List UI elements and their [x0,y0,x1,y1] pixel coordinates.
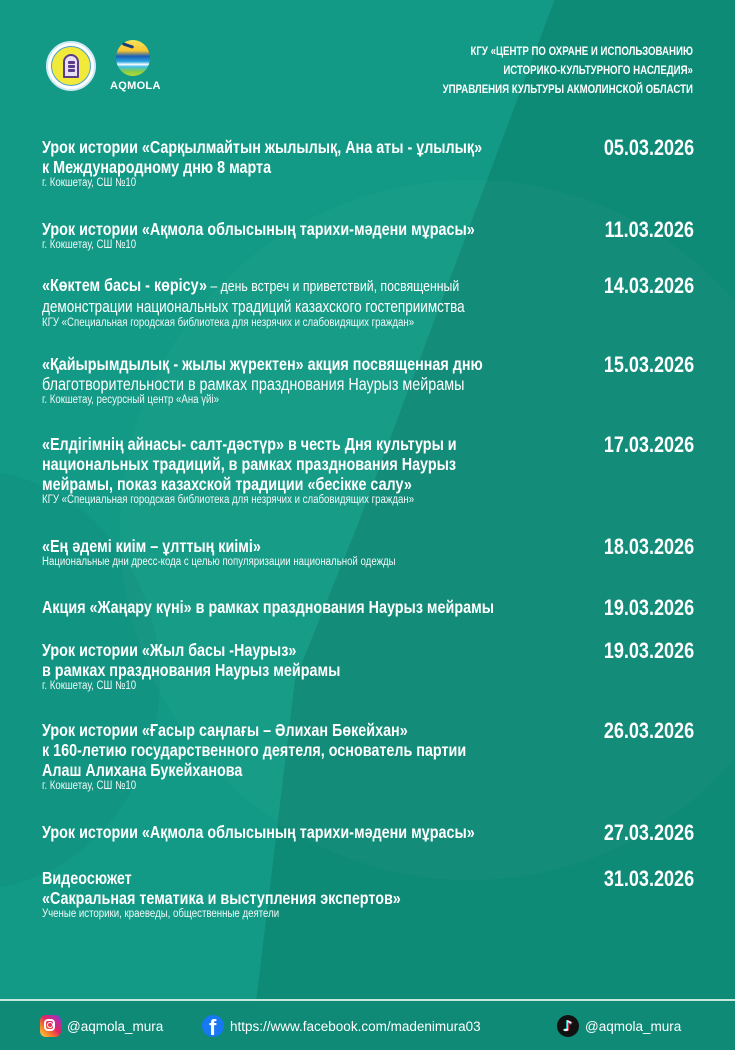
event-location: КГУ «Специальная городская библиотека для незрячих и слабовидящих граждан» [42,494,415,506]
event-location: г. Кокшетау, СШ №10 [42,680,137,692]
tiktok-icon [557,1015,579,1037]
event-body [42,640,572,693]
aqmola-wordmark: AQMOLA [110,80,161,92]
event-date: 27.03.2026 [603,820,694,845]
aqmola-logo [110,40,164,96]
facebook-icon [202,1015,224,1037]
event-date: 15.03.2026 [603,352,694,377]
tiktok-glyph: ♪ [563,1017,573,1035]
event-title: Урок истории «Ақмола облысының тарихи-мәдени мұрасы» [42,822,475,842]
event-location: г. Кокшетау, СШ №10 [42,177,137,189]
event-title: Урок истории «Ақмола облысының тарихи-мәдени мұрасы» [42,219,475,239]
event-body [42,868,572,921]
event-description: Национальные дни дресс-кода с целью популяризации национальной одежды [42,556,396,568]
footer-social-links [0,1013,735,1039]
event-body [42,434,572,507]
event-title: «Қайырымдылық - жылы жүректен» акция посвященная дню [42,354,483,374]
event-body [42,536,572,569]
event-location: КГУ «Специальная городская библиотека для незрячих и слабовидящих граждан» [42,317,415,329]
event-title: Урок истории «Сарқылмайтын жылылық, Ана аты - ұлылық» [42,137,483,157]
event-date: 14.03.2026 [603,273,694,298]
event-title-highlight: «Көктем басы - көрісу» [42,275,207,295]
event-title: Видеосюжет [42,868,132,888]
event-date: 26.03.2026 [603,718,694,743]
instagram-link[interactable] [40,1013,163,1039]
event-title: мейрамы, показ казахской традиции «бесікке салу» [42,474,412,494]
instagram-handle: @aqmola_mura [67,1018,164,1034]
emblem-door-icon [63,54,79,78]
heritage-center-emblem-icon [46,41,96,91]
event-location: г. Кокшетау, СШ №10 [42,780,137,792]
event-body [42,219,572,252]
facebook-url: https://www.facebook.com/madenimura03 [230,1018,481,1034]
event-date: 31.03.2026 [603,866,694,891]
event-title: Урок истории «Ғасыр саңлағы – Әлихан Бөкейхан» [42,720,408,740]
event-title: национальных традиций, в рамках празднования Наурыз [42,454,456,474]
facebook-link[interactable] [202,1013,481,1039]
event-title [42,275,567,297]
event-date: 11.03.2026 [604,217,694,242]
event-date: 19.03.2026 [603,595,694,620]
event-title: Акция «Жаңару күні» в рамках празднования Наурыз мейрамы [42,597,494,617]
tiktok-link[interactable] [557,1013,681,1039]
header [0,0,735,120]
event-body [42,597,572,617]
event-title: «Сакральная тематика и выступления экспертов» [42,888,401,908]
event-date: 05.03.2026 [603,135,694,160]
event-title: Урок истории «Жыл басы -Наурыз» [42,640,297,660]
event-title: «Ең әдемі киім – ұлттың киімі» [42,536,261,556]
event-body [42,354,572,407]
event-title: Алаш Алихана Букейханова [42,760,243,780]
organization-title-line: УПРАВЛЕНИЯ КУЛЬТУРЫ АКМОЛИНСКОЙ ОБЛАСТИ [442,84,693,96]
facebook-glyph: f [209,1015,217,1037]
event-participants: Ученые историки, краеведы, общественные деятели [42,908,280,920]
event-body [42,720,572,793]
event-body [42,137,572,190]
event-location: г. Кокшетау, СШ №10 [42,239,137,251]
event-title: к Международному дню 8 марта [42,157,272,177]
organization-title-line: КГУ «ЦЕНТР ПО ОХРАНЕ И ИСПОЛЬЗОВАНИЮ [470,46,693,58]
event-title-rest: – день встреч и приветствий, посвященный [206,278,460,295]
event-title: благотворительности в рамках празднования Наурыз мейрамы [42,374,465,394]
tiktok-handle: @aqmola_mura [585,1018,682,1034]
event-date: 17.03.2026 [603,432,694,457]
event-title: к 160-летию государственного деятеля, основатель партии [42,740,467,760]
emblem-ring [51,46,91,86]
event-title: в рамках празднования Наурыз мейрамы [42,660,341,680]
event-title: демонстрации национальных традиций казахского гостеприимства [42,298,465,316]
instagram-icon [40,1015,61,1037]
event-title: «Елдігімнің айнасы- салт-дәстүр» в честь Дня культуры и [42,434,457,454]
organization-title-line: ИСТОРИКО-КУЛЬТУРНОГО НАСЛЕДИЯ» [503,65,693,77]
event-date: 19.03.2026 [603,638,694,663]
event-body [42,275,572,330]
organization-title [443,43,693,100]
event-date: 18.03.2026 [603,534,694,559]
event-body [42,822,572,842]
event-location: г. Кокшетау, ресурсный центр «Ана үйі» [42,394,219,406]
